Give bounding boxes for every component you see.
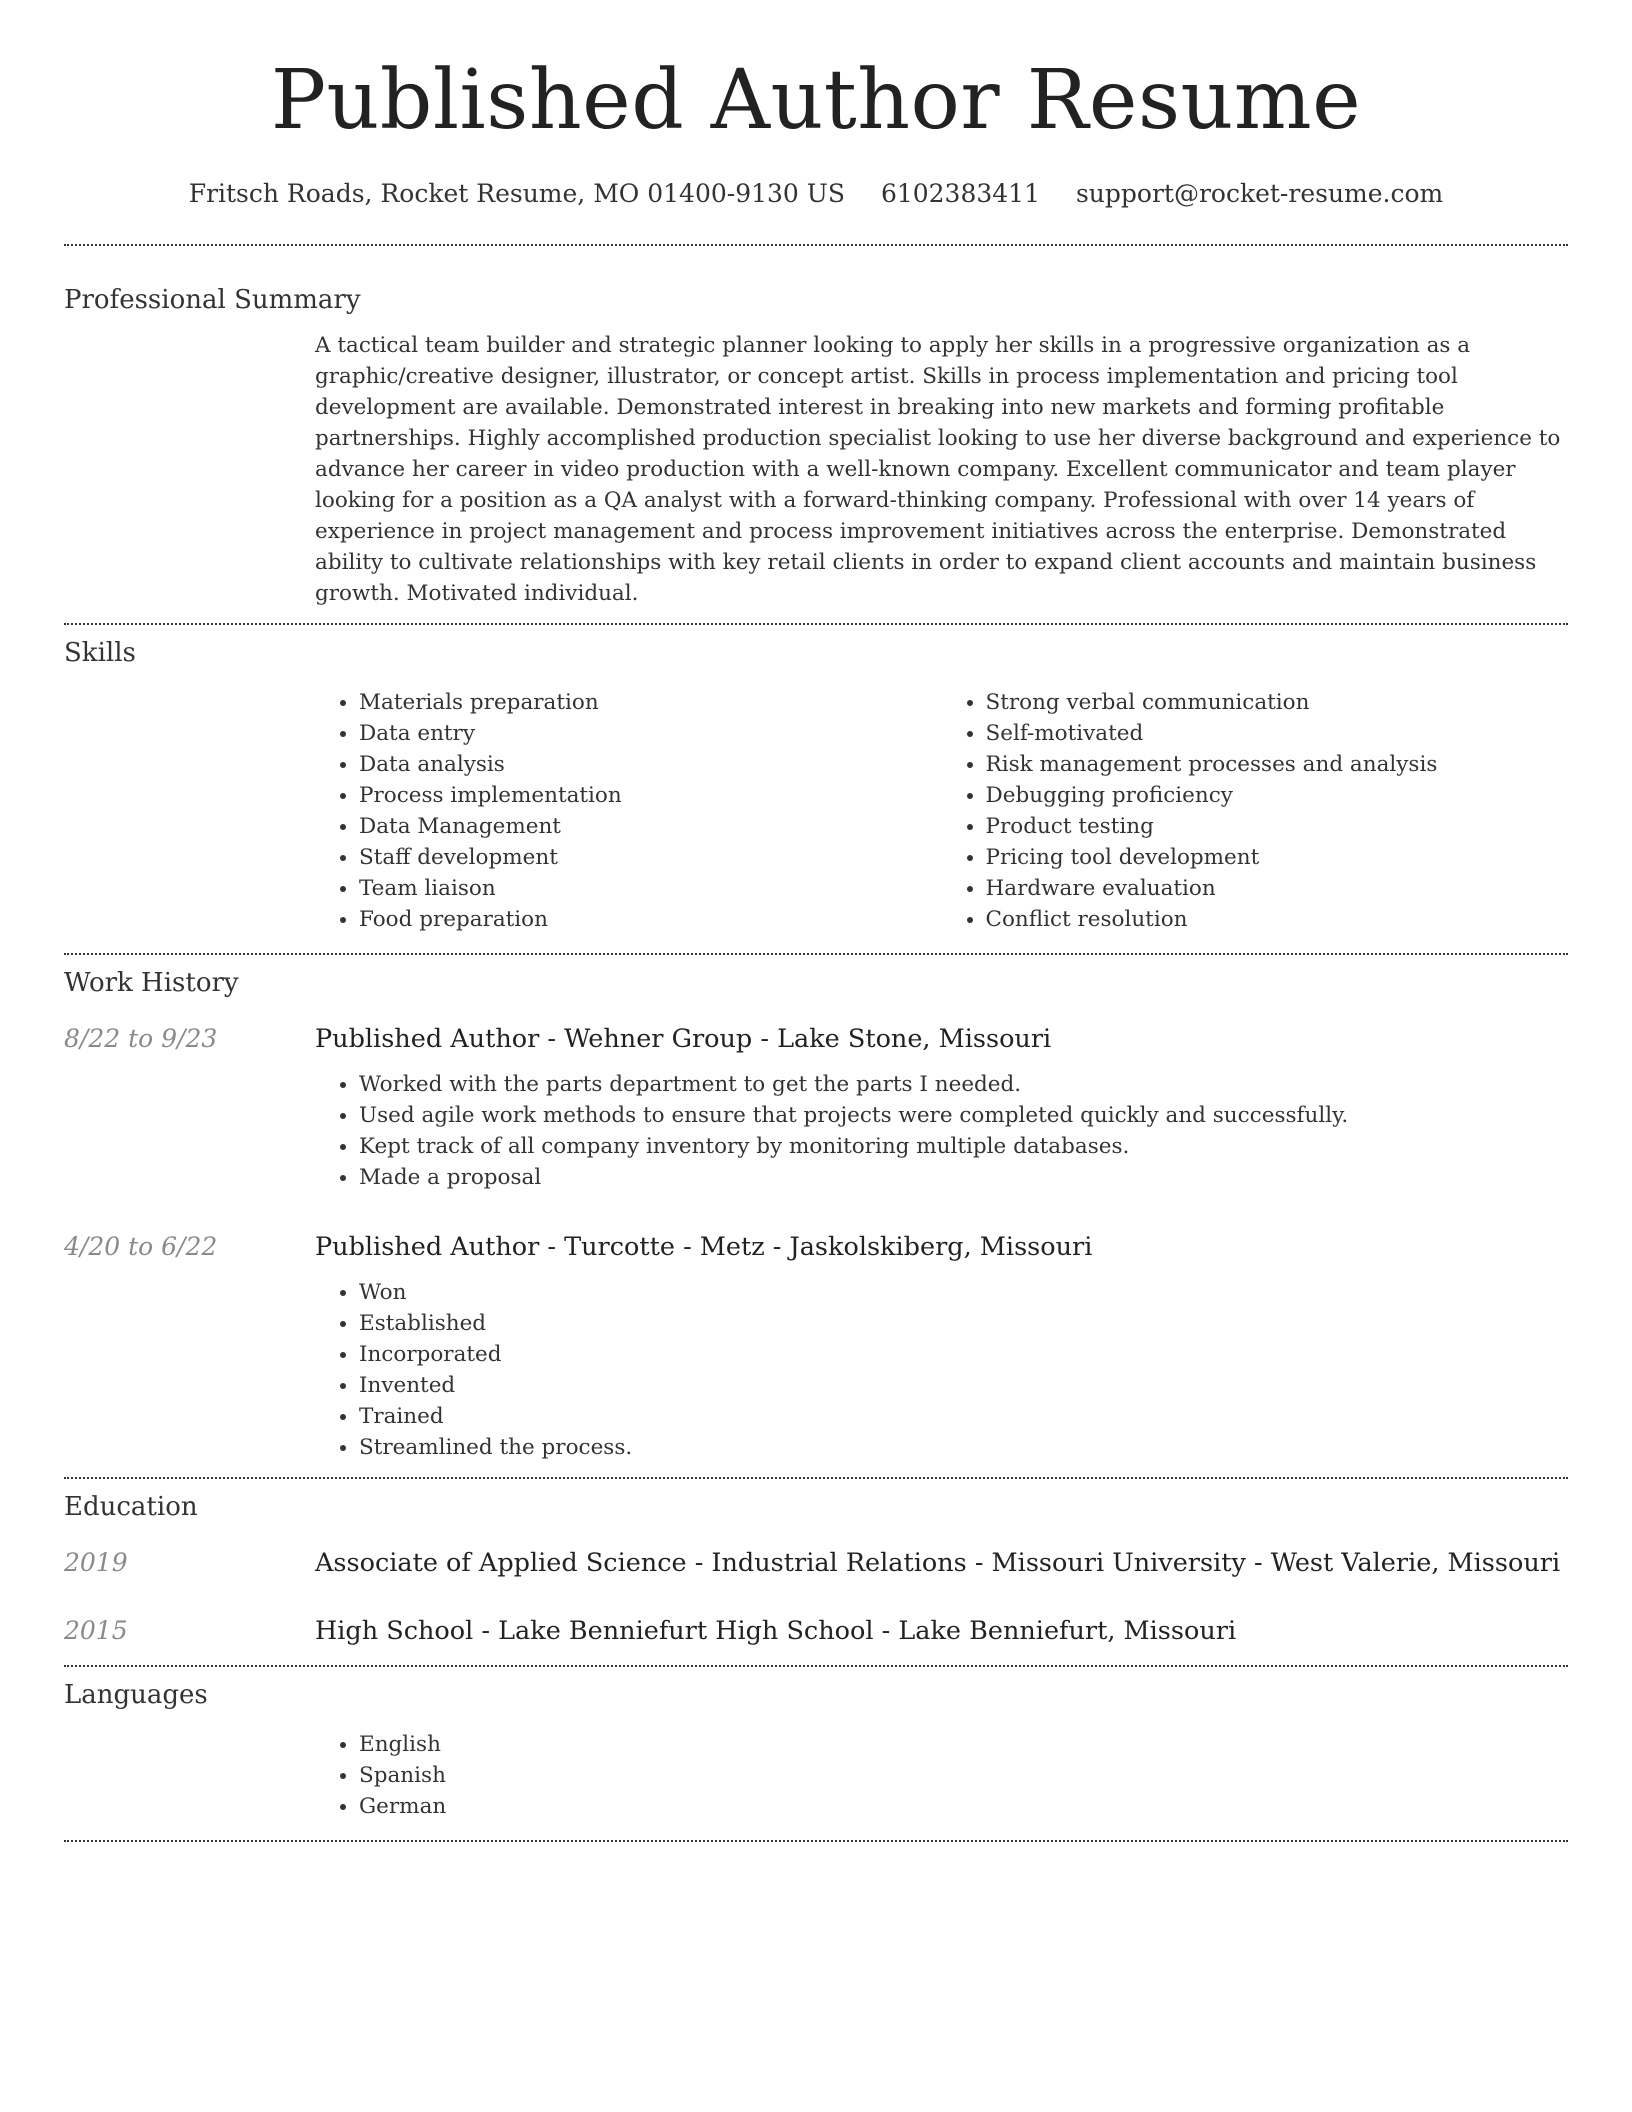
work-role: Published Author bbox=[315, 1232, 540, 1262]
skills-list-right bbox=[942, 687, 1569, 935]
list-item: • Worked with the parts department to get the parts I needed. bbox=[359, 1069, 1568, 1100]
work-section bbox=[64, 955, 1568, 1463]
list-item: • Product testing bbox=[986, 811, 1569, 842]
education-entry bbox=[64, 1545, 1568, 1581]
work-entry bbox=[64, 1021, 1568, 1193]
list-item: • Team liaison bbox=[359, 873, 942, 904]
work-dates: 4/20 to 6/22 bbox=[64, 1232, 218, 1261]
contact-address: Fritsch Roads, Rocket Resume, MO 01400-9130 US bbox=[188, 179, 845, 208]
list-item: • Risk management processes and analysis bbox=[986, 749, 1569, 780]
education-section bbox=[64, 1479, 1568, 1649]
list-item: • Streamlined the process. bbox=[359, 1432, 1568, 1463]
education-title bbox=[315, 1613, 1568, 1649]
section-title-work: Work History bbox=[64, 968, 239, 998]
summary-text: A tactical team builder and strategic planner looking to apply her skills in a progressive organization as a graphic/creative designer, illustrator, or concept artist. Skills in process implementation and pricing tool development are available. Demonstrated interest in breaking into new markets and forming profitable partnerships. Highly accomplished production specialist looking to use her diverse background and experience to advance her career in video production with a well-known company. Excellent communicator and team player looking for a position as a QA analyst with a forward-thinking company. Professional with over 14 years of experience in project management and process improvement initiatives across the enterprise. Demonstrated ability to cultivate relationships with key retail clients in order to expand client accounts and maintain business growth. Motivated individual. bbox=[315, 333, 1561, 606]
section-title-education: Education bbox=[64, 1492, 198, 1522]
list-item: • Data analysis bbox=[359, 749, 942, 780]
education-degree: High School bbox=[315, 1616, 474, 1646]
skills-section bbox=[64, 625, 1568, 935]
list-item: • Established bbox=[359, 1308, 1568, 1339]
list-item: • Made a proposal bbox=[359, 1162, 1568, 1193]
work-employer: - Wehner Group - Lake Stone, Missouri bbox=[539, 1024, 1052, 1054]
section-title-languages: Languages bbox=[64, 1680, 208, 1710]
work-bullets bbox=[315, 1277, 1568, 1463]
skills-list-left bbox=[315, 687, 942, 935]
list-item: • Kept track of all company inventory by monitoring multiple databases. bbox=[359, 1131, 1568, 1162]
work-bullets bbox=[315, 1069, 1568, 1193]
list-item: • Process implementation bbox=[359, 780, 942, 811]
education-entry bbox=[64, 1613, 1568, 1649]
list-item: • Data Management bbox=[359, 811, 942, 842]
education-degree: Associate of Applied Science - Industrial Relations bbox=[315, 1548, 967, 1578]
list-item: • Debugging proficiency bbox=[986, 780, 1569, 811]
contact-line bbox=[64, 174, 1568, 214]
work-employer: - Turcotte - Metz - Jaskolskiberg, Missouri bbox=[539, 1232, 1093, 1262]
list-item: • Invented bbox=[359, 1370, 1568, 1401]
education-school: - Missouri University - West Valerie, Missouri bbox=[966, 1548, 1561, 1578]
list-item: • Pricing tool development bbox=[986, 842, 1569, 873]
contact-phone: 6102383411 bbox=[880, 179, 1040, 208]
list-item: • Food preparation bbox=[359, 904, 942, 935]
list-item: • Incorporated bbox=[359, 1339, 1568, 1370]
list-item: • Conflict resolution bbox=[986, 904, 1569, 935]
resume-header bbox=[64, 0, 1568, 214]
list-item: • Trained bbox=[359, 1401, 1568, 1432]
section-title-summary: Professional Summary bbox=[64, 285, 361, 315]
education-title bbox=[315, 1545, 1568, 1581]
work-title bbox=[315, 1021, 1568, 1057]
languages-list bbox=[315, 1729, 1568, 1822]
work-title bbox=[315, 1229, 1568, 1265]
list-item: • Won bbox=[359, 1277, 1568, 1308]
summary-section bbox=[64, 246, 1568, 609]
contact-email: support@rocket-resume.com bbox=[1075, 179, 1444, 208]
section-title-skills: Skills bbox=[64, 638, 136, 668]
education-year: 2019 bbox=[64, 1548, 128, 1577]
list-item: • Materials preparation bbox=[359, 687, 942, 718]
list-item: • Spanish bbox=[359, 1760, 1568, 1791]
education-school: - Lake Benniefurt High School - Lake Benniefurt, Missouri bbox=[473, 1616, 1237, 1646]
list-item: • Data entry bbox=[359, 718, 942, 749]
education-year: 2015 bbox=[64, 1616, 128, 1645]
divider bbox=[64, 1840, 1568, 1842]
list-item: • Used agile work methods to ensure that projects were completed quickly and successfully. bbox=[359, 1100, 1568, 1131]
list-item: • Strong verbal communication bbox=[986, 687, 1569, 718]
list-item: • Staff development bbox=[359, 842, 942, 873]
languages-section bbox=[64, 1667, 1568, 1822]
list-item: • German bbox=[359, 1791, 1568, 1822]
work-dates: 8/22 to 9/23 bbox=[64, 1024, 218, 1053]
work-entry bbox=[64, 1229, 1568, 1463]
work-role: Published Author bbox=[315, 1024, 540, 1054]
list-item: • English bbox=[359, 1729, 1568, 1760]
page-title: Published Author Resume bbox=[270, 53, 1362, 148]
list-item: • Hardware evaluation bbox=[986, 873, 1569, 904]
list-item: • Self-motivated bbox=[986, 718, 1569, 749]
